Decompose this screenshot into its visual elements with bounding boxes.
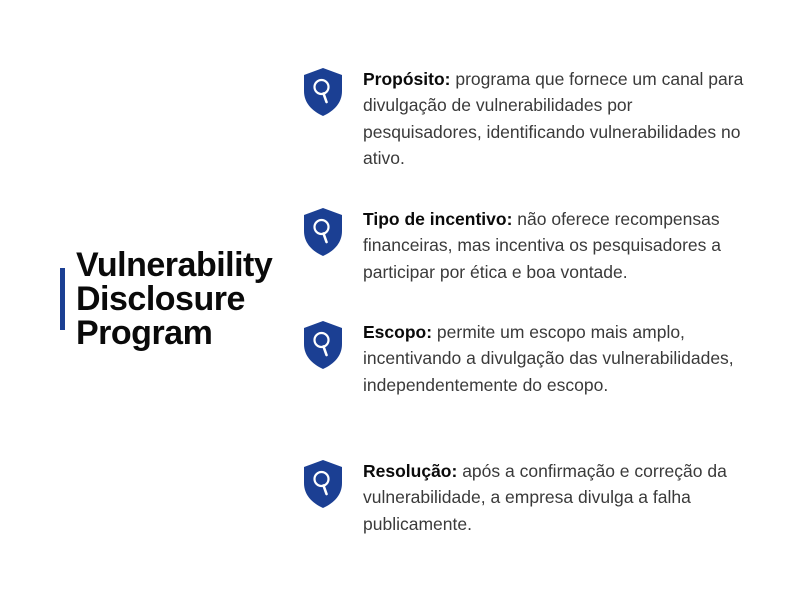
list-item-label: Tipo de incentivo: (363, 209, 518, 229)
list-item-resolucao (302, 458, 772, 537)
shield-magnifier-icon (302, 207, 344, 257)
list-item-description: permite um escopo mais amplo, incentivando a divulgação das vulnerabilidades, independentemente do escopo. (363, 322, 734, 395)
list-item-description: não oferece recompensas financeiras, mas incentiva os pesquisadores a participar por ética e boa vontade. (363, 209, 721, 282)
title-line-2: Disclosure (76, 280, 245, 318)
list-item-description: após a confirmação e correção da vulnerabilidade, a empresa divulga a falha publicamente. (363, 461, 727, 534)
list-item-text (363, 66, 753, 171)
title-block (60, 248, 272, 350)
title-line-1: Vulnerability (76, 246, 273, 284)
shield-magnifier-icon (302, 459, 344, 509)
title-line-3: Program (76, 314, 213, 352)
list-item-label: Resolução: (363, 461, 463, 481)
list-item-text (363, 458, 753, 537)
shield-magnifier-icon (302, 320, 344, 370)
page-title (76, 248, 272, 350)
list-item-tipo-de-incentivo (302, 206, 772, 285)
list-item-description: programa que fornece um canal para divulgação de vulnerabilidades por pesquisadores, identificando vulnerabilidades no ativo. (363, 69, 744, 168)
title-accent-bar (60, 268, 65, 330)
list-item-proposito (302, 66, 772, 171)
list-item-label: Escopo: (363, 322, 437, 342)
list-item-escopo (302, 319, 772, 398)
list-item-text (363, 206, 753, 285)
shield-magnifier-icon (302, 67, 344, 117)
list-item-label: Propósito: (363, 69, 456, 89)
list-item-text (363, 319, 753, 398)
